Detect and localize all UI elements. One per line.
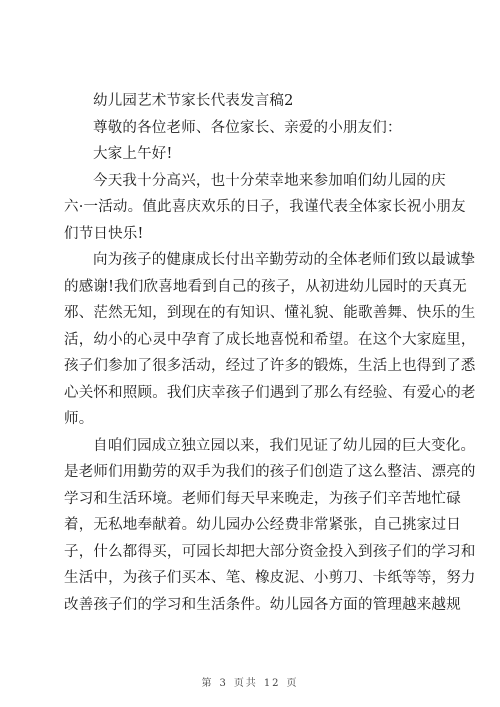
page-label-mid: 页共 <box>233 678 258 689</box>
paragraph-line: 生活中，为孩子们买本、笔、橡皮泥、小剪刀、卡纸等等，努力 <box>64 570 476 586</box>
paragraph-line: 孩子们参加了很多活动，经过了许多的锻炼，生活上也得到了悉 <box>64 358 476 374</box>
page-footer <box>0 674 500 689</box>
document-body <box>64 88 476 618</box>
paragraph-line: 邪、茫然无知，到现在的有知识、懂礼貌、能歌善舞、快乐的生 <box>64 305 476 321</box>
paragraph-line: 六·一活动。值此喜庆欢乐的日子，我谨代表全体家长祝小朋友 <box>64 199 466 215</box>
page-label-suffix: 页 <box>286 678 299 689</box>
paragraph-line: 活，幼小的心灵中孕育了成长地喜悦和希望。在这个大家庭里， <box>64 331 476 348</box>
paragraph-line: 心关怀和照顾。我们庆幸孩子们遇到了那么有经验、有爱心的老 <box>64 384 476 401</box>
salutation: 尊敬的各位老师、各位家长、亲爱的小朋友们： <box>93 119 402 136</box>
paragraph-line: 师。 <box>64 411 94 427</box>
greeting: 大家上午好! <box>93 146 173 162</box>
paragraph-line: 向为孩子的健康成长付出辛勤劳动的全体老师们致以最诚挚 <box>93 252 476 268</box>
paragraph-line: 学习和生活环境。老师们每天早来晚走，为孩子们辛苦地忙碌 <box>64 490 461 507</box>
paragraph-line: 今天我十分高兴，也十分荣幸地来参加咱们幼儿园的庆 <box>93 172 446 189</box>
paragraph-line: 着，无私地奉献着。幼儿园办公经费非常紧张，自己挑家过日 <box>64 517 461 533</box>
page-current: 3 <box>219 678 228 689</box>
page-total: 12 <box>263 678 281 689</box>
paragraph-line: 改善孩子们的学习和生活条件。幼儿园各方面的管理越来越规 <box>64 596 461 613</box>
paragraph-line: 子，什么都得买，可园长却把大部分资金投入到孩子们的学习和 <box>64 543 476 560</box>
paragraph-line: 自咱们园成立独立园以来，我们见证了幼儿园的巨大变化。 <box>93 437 476 454</box>
paragraph-line: 是老师们用勤劳的双手为我们的孩子们创造了这么整洁、漂亮的 <box>64 464 476 480</box>
document-title: 幼儿园艺术节家长代表发言稿2 <box>93 93 294 109</box>
paragraph-line: 的感谢!我们欣喜地看到自己的孩子，从初进幼儿园时的天真无 <box>64 278 467 295</box>
page-label-prefix: 第 <box>201 678 214 689</box>
paragraph-line: 们节日快乐! <box>64 225 144 242</box>
